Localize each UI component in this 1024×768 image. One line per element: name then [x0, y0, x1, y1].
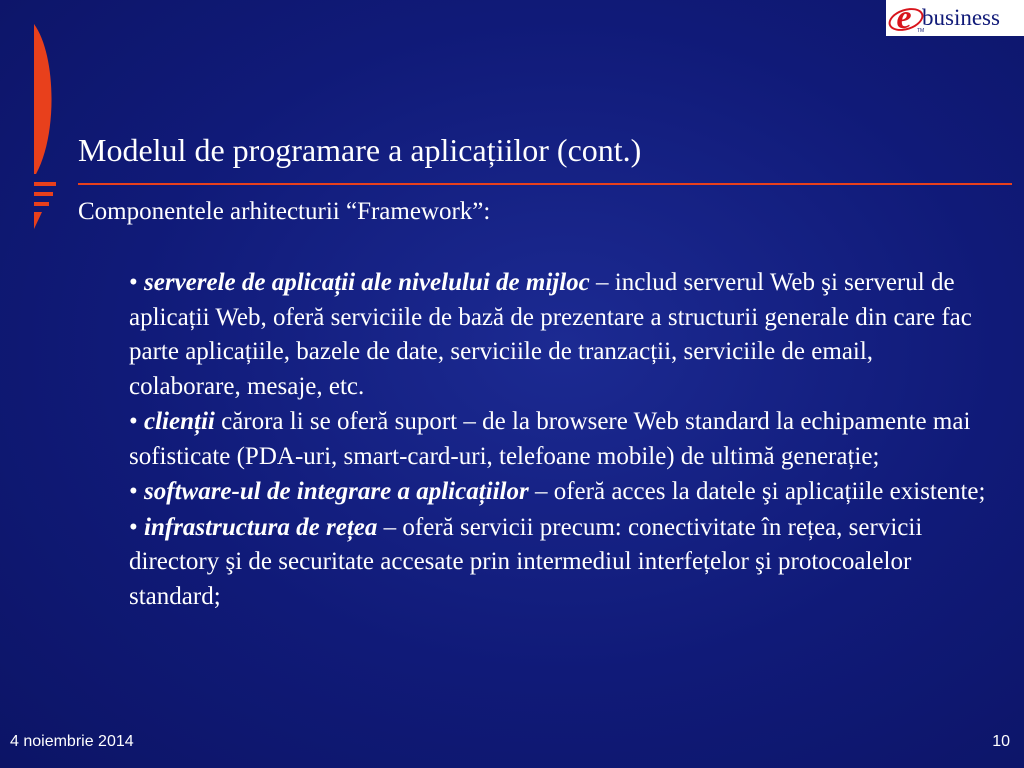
bullet-term: clienții	[144, 408, 215, 435]
logo-e-mark: e	[889, 3, 919, 33]
bullet-text: cărora li se oferă suport – de la browsere Web standard la echipamente mai sofisticate (PDA-uri, smart-card-uri, telefoane mobile) de ultimă generație;	[129, 408, 971, 470]
list-item: • infrastructura de rețea – oferă servicii precum: conectivitate în rețea, servicii directory şi de securitate accesate prin intermediul interfețelor şi protocoalelor standard;	[129, 513, 923, 610]
list-item: • software-ul de integrare a aplicațiilor – oferă acces la datele şi aplicațiile existente;	[129, 478, 986, 505]
list-item: • serverele de aplicații ale nivelului de mijloc – includ serverul Web şi serverul de aplicații Web, oferă serviciile de bază de prezentare a structurii generale din care fac parte aplicațiile, bazele de date, serviciile de tranzacții, serviciile de email, colaborare, mesaje, etc.	[129, 269, 972, 400]
bullet-text: – oferă servicii precum: conectivitate în rețea, servicii directory şi de securitate accesate prin intermediul interfețelor şi protocoalelor standard;	[129, 513, 923, 610]
list-item: • clienții cărora li se oferă suport – de la browsere Web standard la echipamente mai sofisticate (PDA-uri, smart-card-uri, telefoane mobile) de ultimă generație;	[129, 408, 971, 470]
ebusiness-logo	[886, 0, 1024, 36]
title-divider	[78, 183, 1012, 185]
footer-date: 4 noiembrie 2014	[10, 733, 134, 750]
decorative-stripes-icon	[30, 24, 70, 234]
bullet-term: software-ul de integrare a aplicațiilor	[144, 478, 529, 505]
slide-title: Modelul de programare a aplicațiilor (cont.)	[78, 132, 642, 168]
bullet-text: – oferă acces la datele şi aplicațiile existente;	[528, 478, 986, 505]
logo-trademark: TM	[917, 28, 925, 34]
page-number: 10	[992, 733, 1010, 750]
bullet-text: – includ serverul Web şi serverul de aplicații Web, oferă serviciile de bază de prezentare a structurii generale din care fac parte aplicațiile, bazele de date, serviciile de tranzacții, serviciile de email, colaborare, mesaje, etc.	[129, 269, 972, 400]
slide-subtitle: Componentele arhitecturii “Framework”:	[78, 198, 491, 225]
bullet-term: infrastructura de rețea	[144, 513, 378, 541]
bullet-list	[129, 266, 989, 615]
bullet-term: serverele de aplicații ale nivelului de mijloc	[144, 269, 590, 296]
logo-text: business	[922, 5, 1000, 30]
